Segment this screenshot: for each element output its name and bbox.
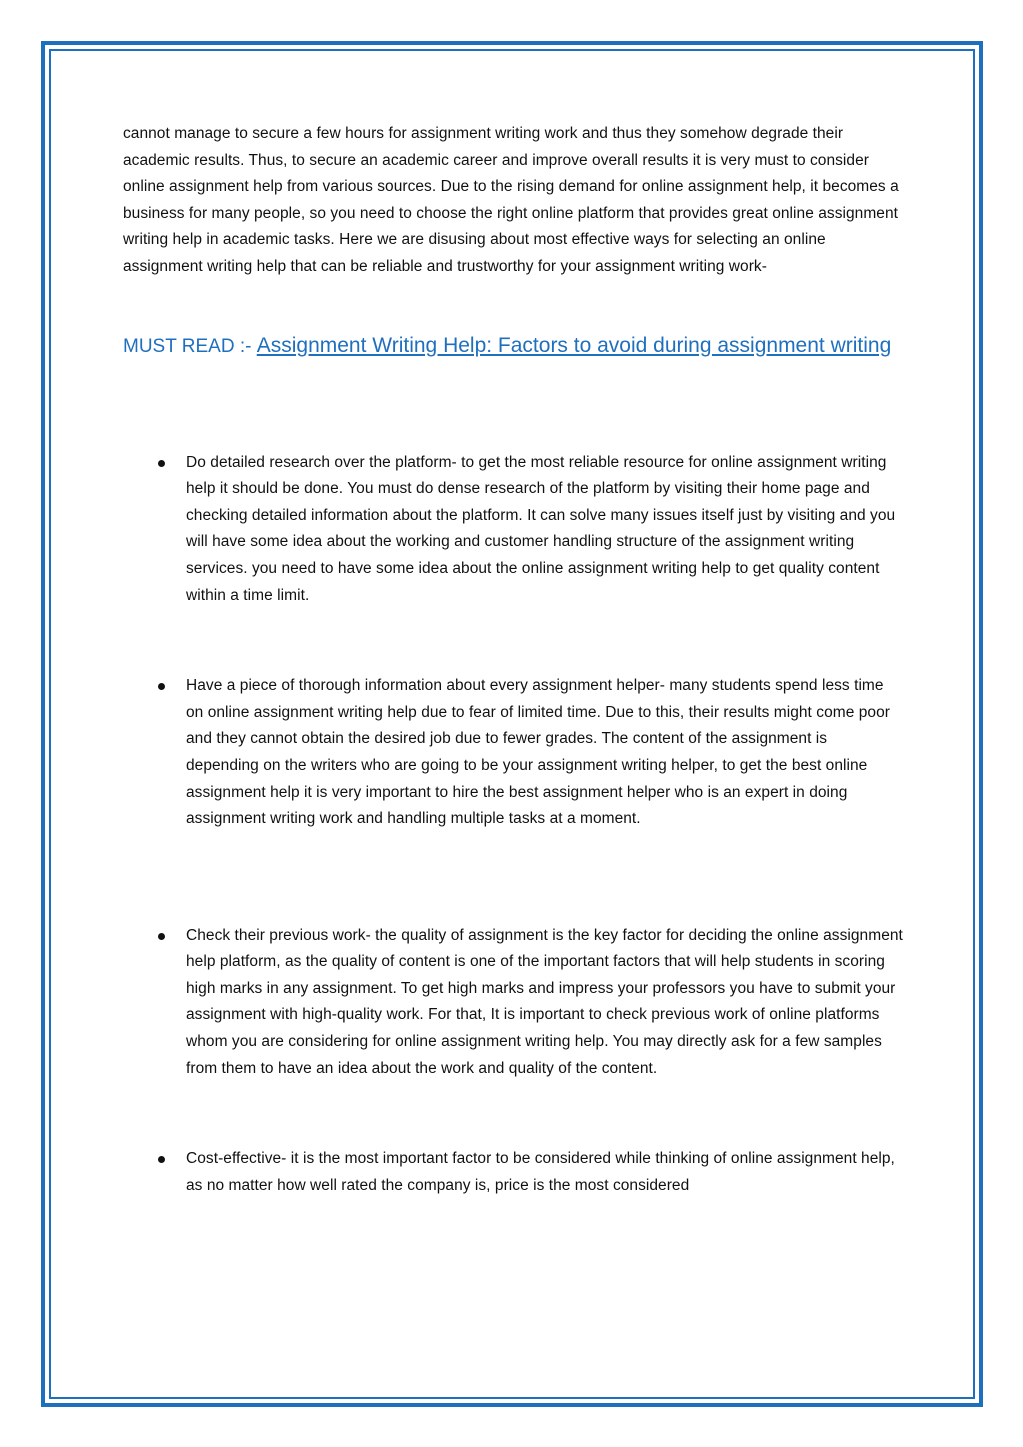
list-item [123,923,903,1083]
must-read-callout [123,330,903,363]
bullet-icon [158,683,165,690]
list-item [123,1146,903,1199]
list-item [123,450,903,610]
must-read-prefix: MUST READ :- [123,335,257,357]
must-read-link[interactable]: Assignment Writing Help: Factors to avoid during assignment writing [256,333,892,357]
bullet-list [123,450,903,1200]
bullet-text: Do detailed research over the platform- to get the most reliable resource for online assignment writing help it should be done. You must do dense research of the platform by visiting their home page and checking detailed information about the platform. It can solve many issues itself just by visiting and you will have some idea about the working and customer handling structure of the assignment writing services. you need to have some idea about the online assignment writing help to get quality content within a time limit. [186,453,896,604]
bullet-icon [158,460,165,467]
bullet-text: Have a piece of thorough information about every assignment helper- many students spend less time on online assignment writing help due to fear of limited time. Due to this, their results might come poor and they cannot obtain the desired job due to fewer grades. The content of the assignment is depending on the writers who are going to be your assignment writing helper, to get the best online assignment help it is very important to hire the best assignment helper who is an expert in doing assignment writing work and handling multiple tasks at a moment. [186,677,890,828]
bullet-text: Check their previous work- the quality of assignment is the key factor for deciding the online assignment help platform, as the quality of content is one of the important factors that will help students in scoring high marks in any assignment. To get high marks and impress your professors you have to submit your assignment with high-quality work. For that, It is important to check previous work of online platforms whom you are considering for online assignment writing help. You may directly ask for a few samples from them to have an idea about the work and quality of the content. [186,926,903,1077]
document-content [123,121,903,1199]
list-item [123,673,903,833]
bullet-icon [158,1156,165,1163]
intro-paragraph: cannot manage to secure a few hours for assignment writing work and thus they somehow degrade their academic results. Thus, to secure an academic career and improve overall results it is very must to consider online assignment help from various sources. Due to the rising demand for online assignment help, it becomes a business for many people, so you need to choose the right online platform that provides great online assignment writing help in academic tasks. Here we are disusing about most effective ways for selecting an online assignment writing help that can be reliable and trustworthy for your assignment writing work- [123,125,899,275]
bullet-icon [158,933,165,940]
bullet-text: Cost-effective- it is the most important factor to be considered while thinking of online assignment help, as no matter how well rated the company is, price is the most considered [186,1150,895,1194]
